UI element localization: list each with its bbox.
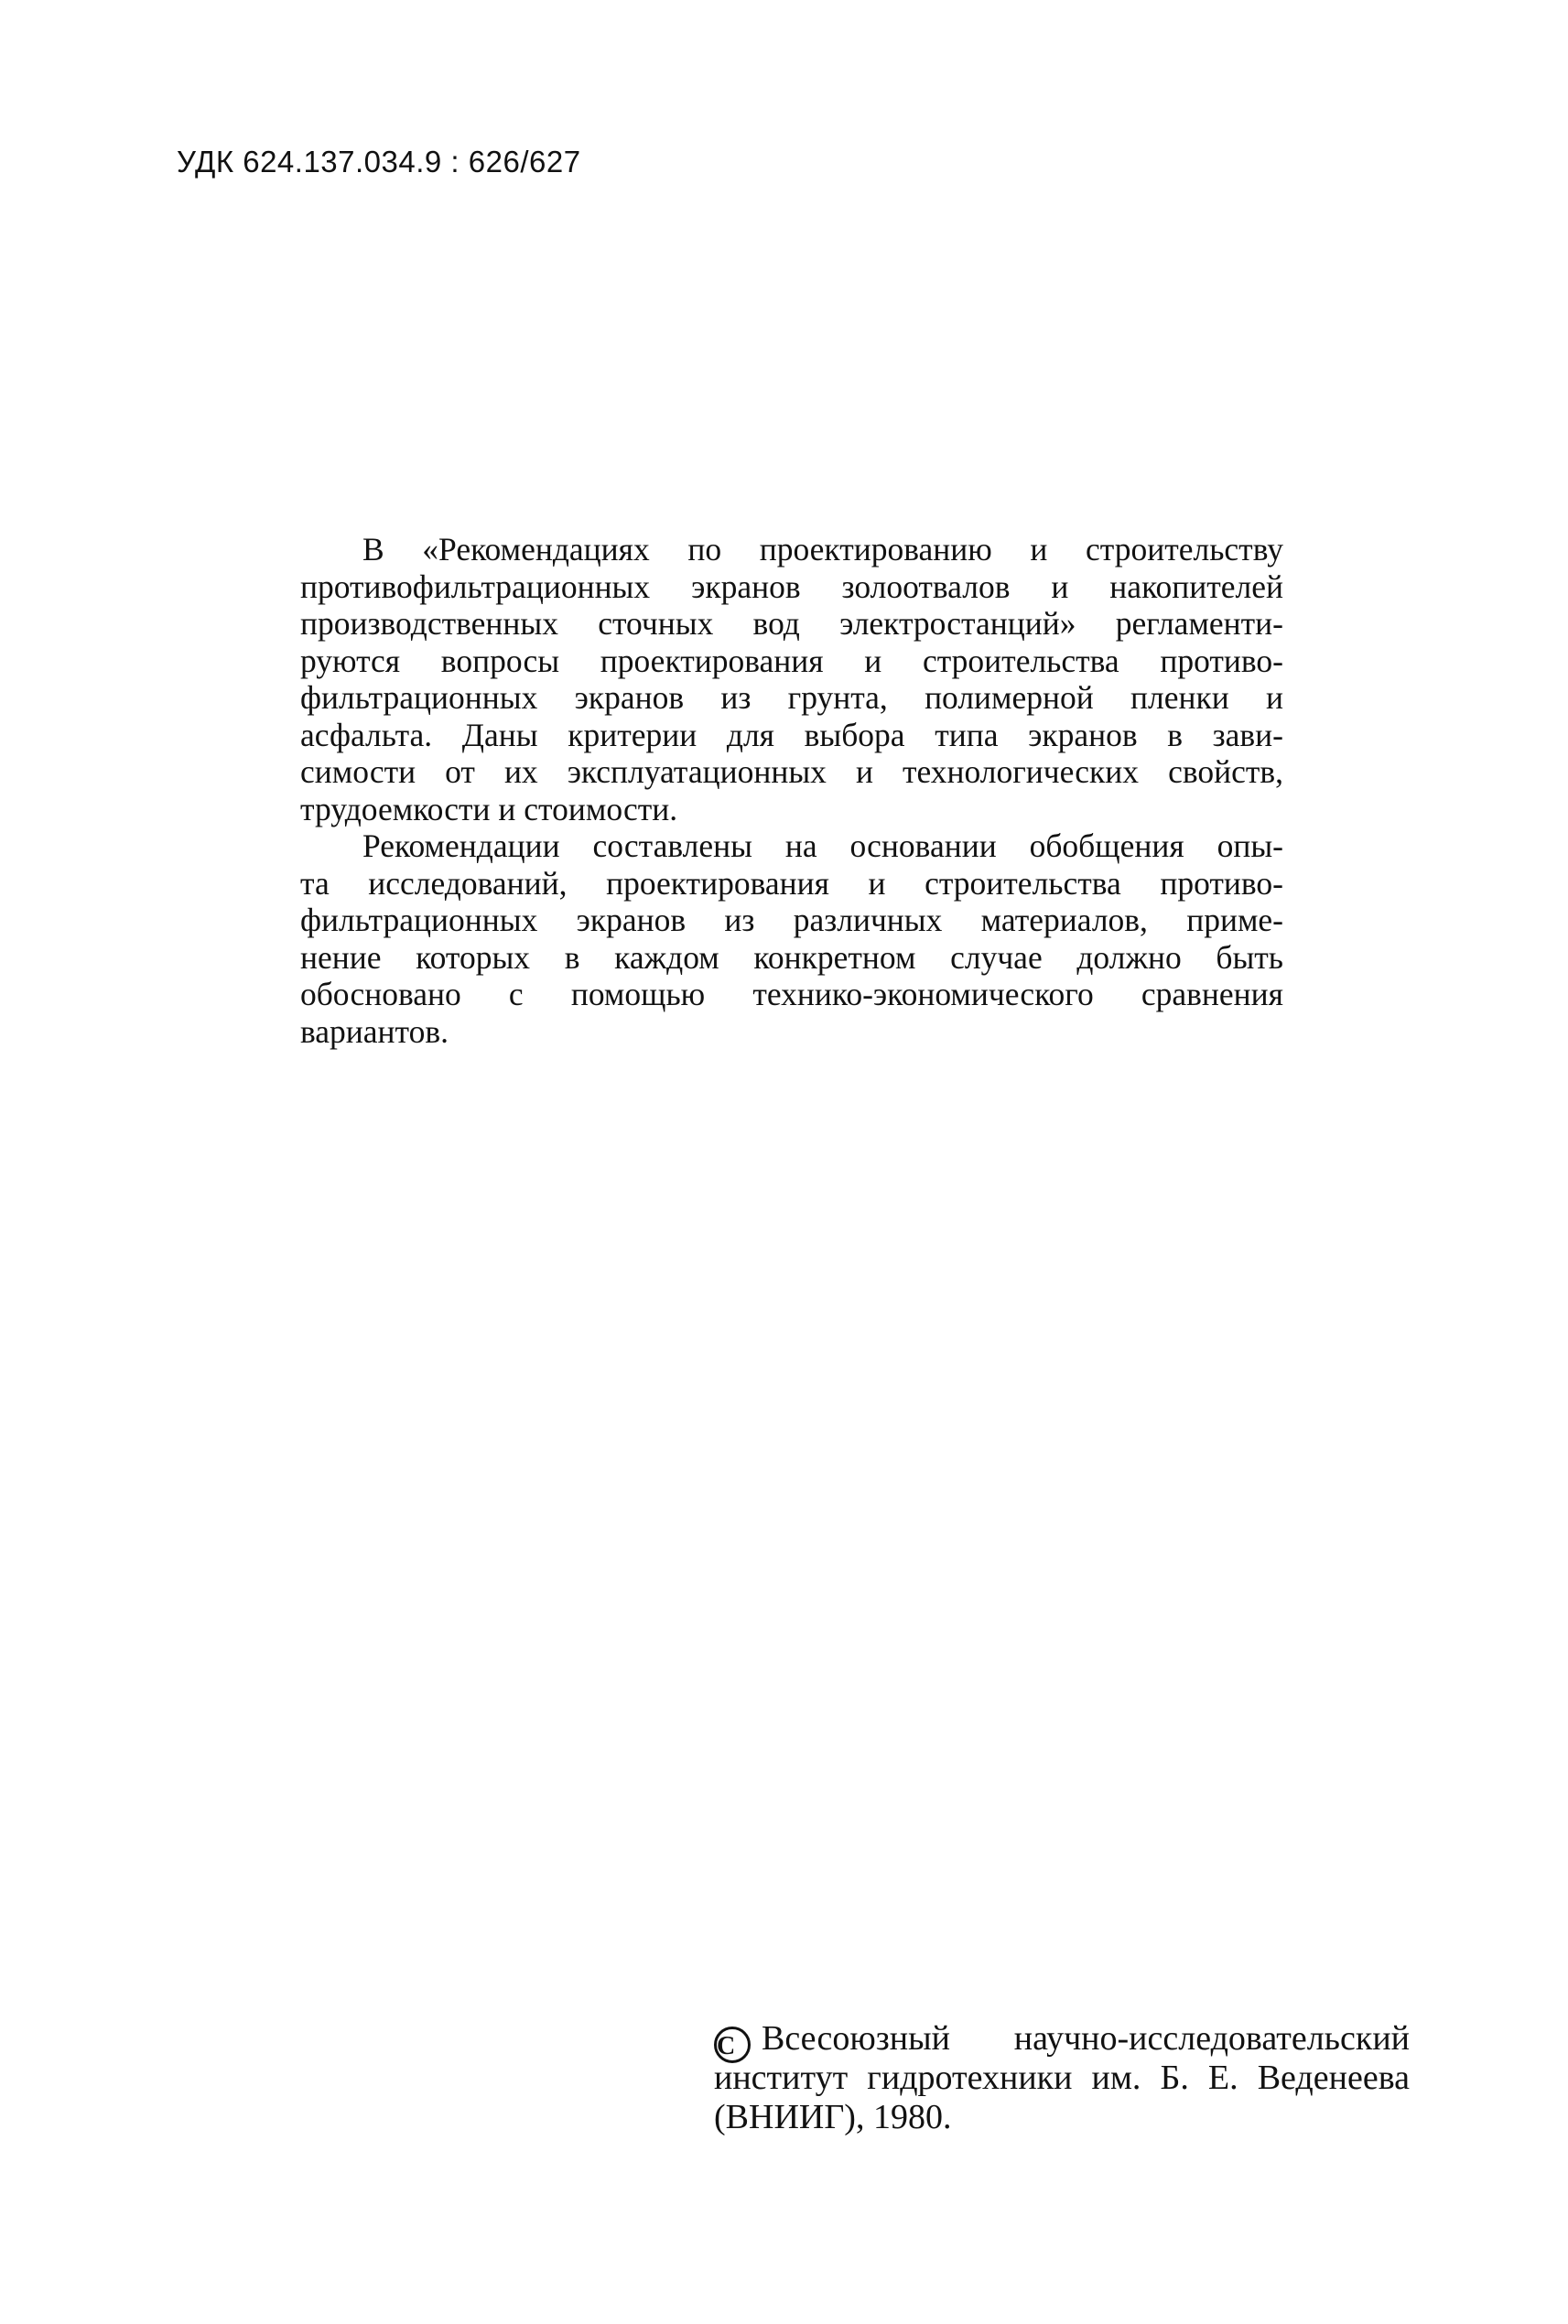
- text-line: асфальта. Даны критерии для выбора типа экранов в зави-: [300, 716, 1283, 753]
- text-line: вариантов.: [300, 1012, 449, 1050]
- text-line: фильтрационных экранов из грунта, полимерной пленки и: [300, 679, 1283, 716]
- copyright-notice: [714, 2019, 1410, 2137]
- abstract-paragraph-1: [300, 531, 1283, 827]
- text-line: нение которых в каждом конкретном случае должно быть: [300, 938, 1283, 976]
- copyright-icon: C: [714, 2027, 751, 2063]
- text-line: обосновано с помощью технико-экономического сравнения: [300, 976, 1283, 1012]
- text-line: противофильтрационных экранов золоотвалов и накопителей: [300, 567, 1283, 605]
- copyright-line-1: [714, 2019, 1410, 2059]
- text-line: фильтрационных экранов из различных материалов, приме-: [300, 902, 1283, 938]
- text-line: симости от их эксплуатационных и технологических свойств,: [300, 753, 1283, 790]
- copyright-line-3: (ВНИИГ), 1980.: [714, 2098, 952, 2136]
- abstract: [300, 531, 1283, 1050]
- text-line: производственных сточных вод электростанций» регламенти-: [300, 605, 1283, 642]
- text-line: В «Рекомендациях по проектированию и строительству: [362, 531, 1283, 567]
- copyright-line-2: институт гидротехники им. Б. Е. Веденеева: [714, 2059, 1410, 2097]
- text-line: та исследований, проектирования и строительства противо-: [300, 864, 1283, 902]
- copyright-text: Всесоюзный научно-исследовательский: [762, 2019, 1410, 2058]
- text-line: Рекомендации составлены на основании обобщения опы-: [362, 827, 1283, 864]
- abstract-paragraph-2: [300, 827, 1283, 1050]
- text-line: руются вопросы проектирования и строительства противо-: [300, 642, 1283, 679]
- text-line: трудоемкости и стоимости.: [300, 790, 678, 827]
- udc-code: УДК 624.137.034.9 : 626/627: [177, 145, 581, 178]
